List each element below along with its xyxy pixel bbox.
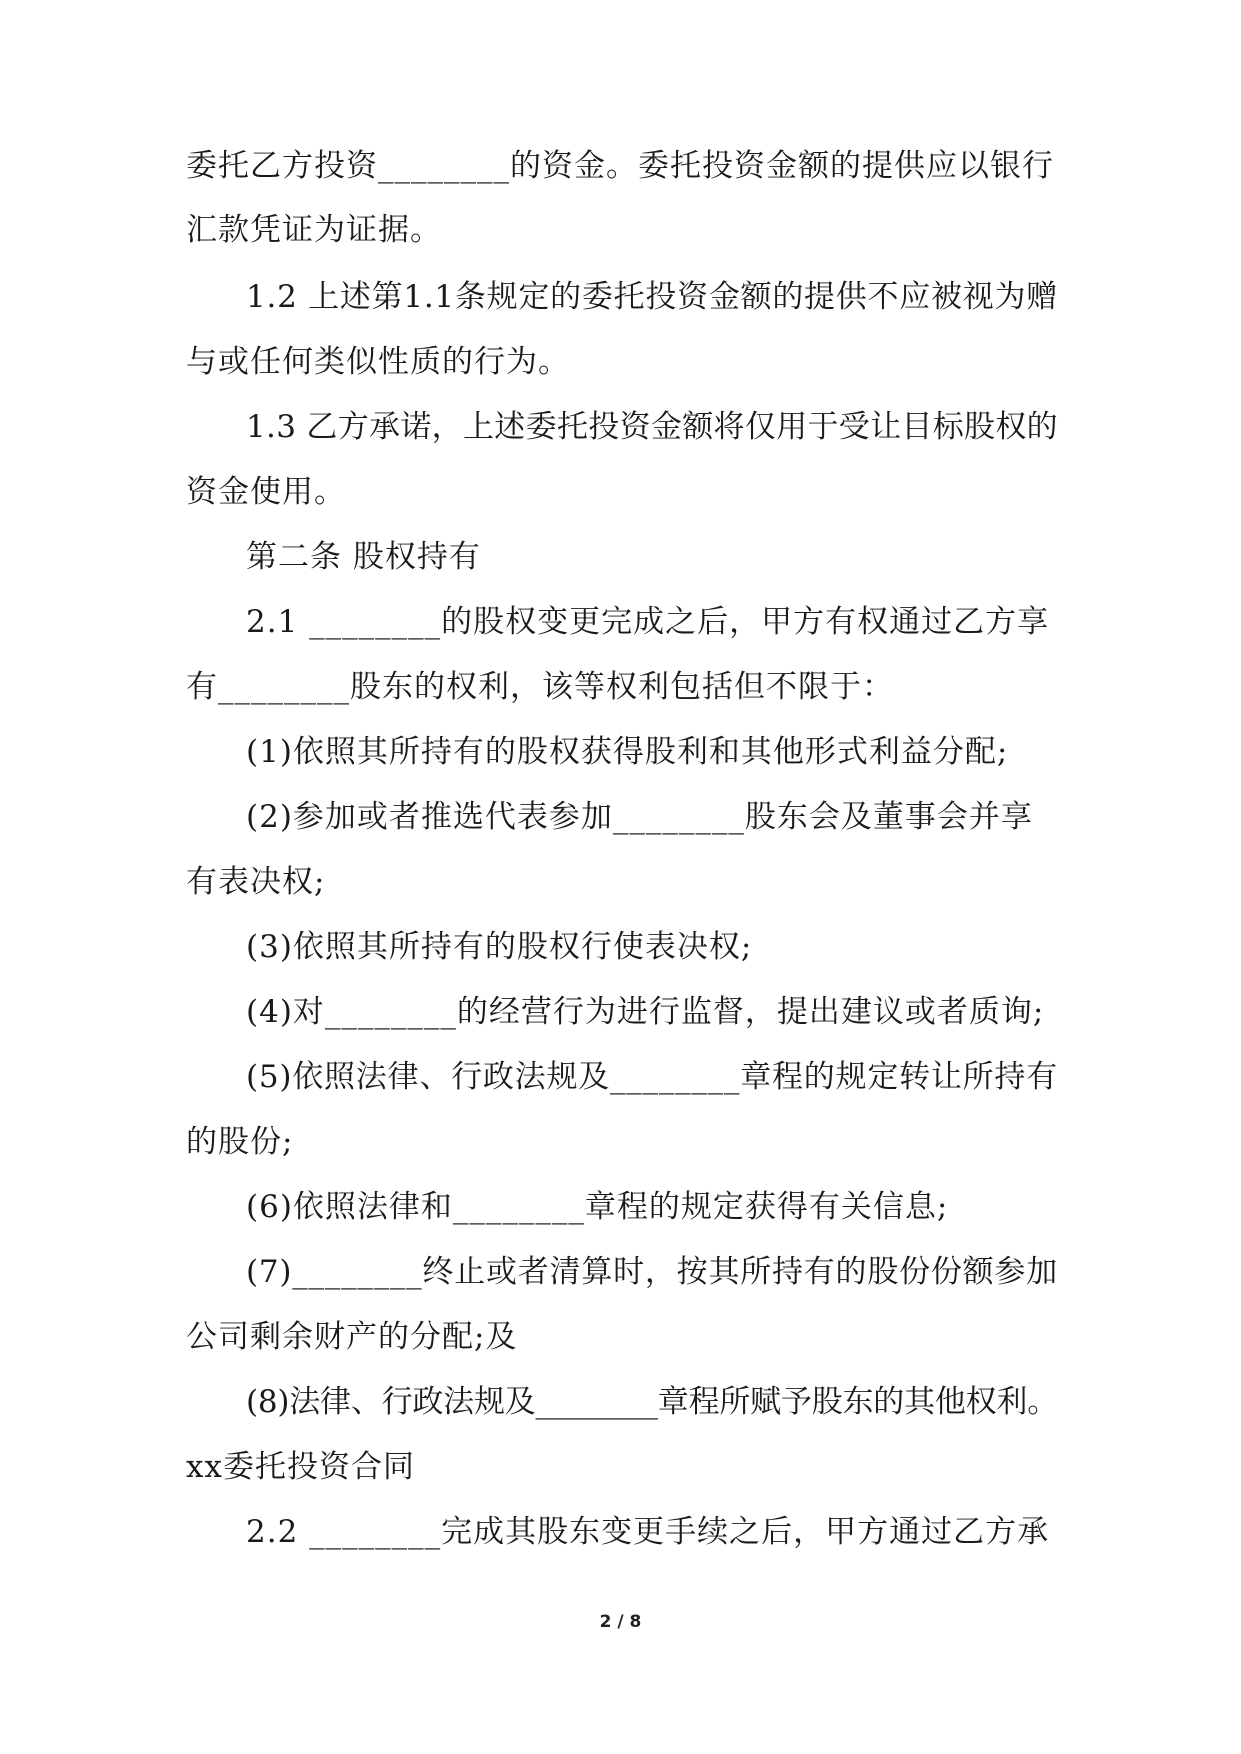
text-line: 有________股东的权利，该等权利包括但不限于： <box>186 669 894 705</box>
text-line: 汇款凭证为证据。 <box>186 212 442 248</box>
list-item: (7)________终止或者清算时，按其所持有的股份份额参加 <box>246 1254 1058 1290</box>
text-line: 2.1 ________的股权变更完成之后，甲方有权通过乙方享 <box>246 604 1050 640</box>
text-line: 1.2 上述第1.1条规定的委托投资金额的提供不应被视为赠 <box>246 279 1058 315</box>
list-item: (4)对________的经营行为进行监督，提出建议或者质询; <box>246 994 1045 1030</box>
document-title-line: xx委托投资合同 <box>186 1449 415 1485</box>
text-line: 与或任何类似性质的行为。 <box>186 344 570 380</box>
list-item: (1)依照其所持有的股权获得股利和其他形式利益分配; <box>246 734 1009 770</box>
text-line: 2.2 ________完成其股东变更手续之后，甲方通过乙方承 <box>246 1514 1050 1550</box>
section-heading: 第二条 股权持有 <box>246 539 481 575</box>
text-line: 公司剩余财产的分配;及 <box>186 1319 518 1355</box>
text-line: 委托乙方投资________的资金。委托投资金额的提供应以银行 <box>186 148 1054 184</box>
list-item: (6)依照法律和________章程的规定获得有关信息; <box>246 1189 949 1225</box>
page-number: 2 / 8 <box>599 1612 642 1632</box>
text-line: 资金使用。 <box>186 474 346 510</box>
text-line: 的股份; <box>186 1124 294 1160</box>
text-line: 有表决权; <box>186 864 326 900</box>
text-line: 1.3 乙方承诺，上述委托投资金额将仅用于受让目标股权的 <box>246 409 1058 445</box>
list-item: (5)依照法律、行政法规及________章程的规定转让所持有 <box>246 1059 1058 1095</box>
list-item: (8)法律、行政法规及________章程所赋予股东的其他权利。 <box>246 1384 1058 1420</box>
list-item: (2)参加或者推选代表参加________股东会及董事会并享 <box>246 799 1033 835</box>
list-item: (3)依照其所持有的股权行使表决权; <box>246 929 753 965</box>
